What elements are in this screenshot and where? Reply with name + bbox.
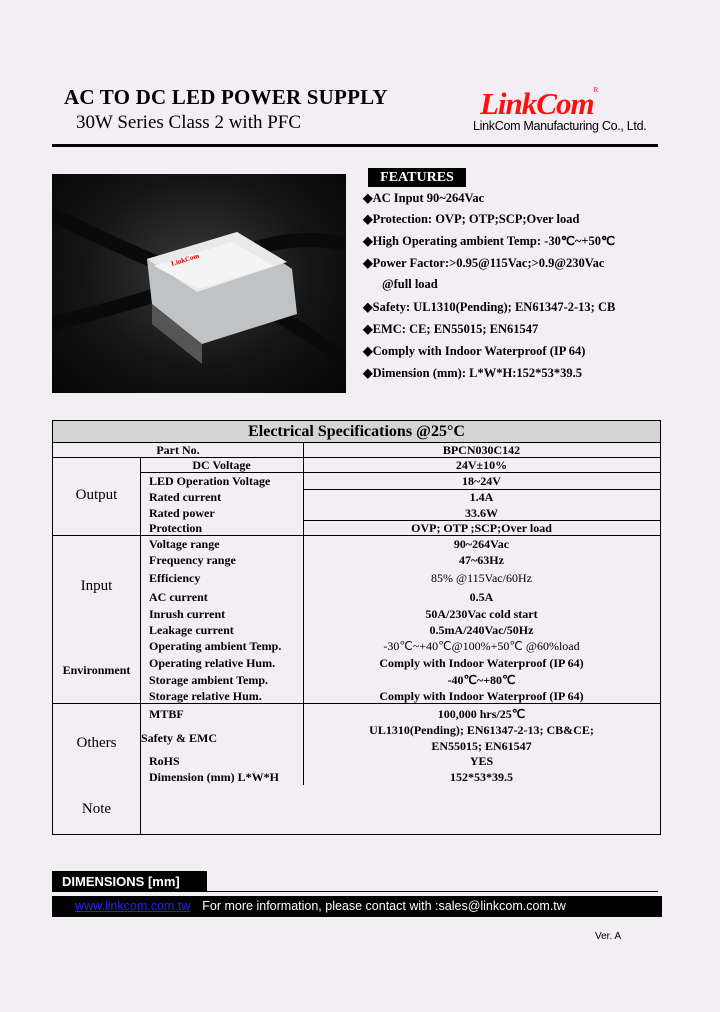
spec-label: LED Operation Voltage (149, 474, 271, 488)
spec-label: Rated current (149, 490, 222, 504)
product-photo (52, 174, 346, 393)
svg-text:LinkCom: LinkCom (170, 251, 201, 268)
spec-value: 0.5mA/240Vac/50Hz (429, 623, 534, 637)
spec-label: RoHS (149, 754, 180, 768)
divider (140, 472, 660, 473)
spec-label: Frequency range (149, 553, 236, 567)
spec-value: 0.5A (469, 590, 494, 604)
spec-value: Comply with Indoor Waterproof (IP 64) (379, 689, 584, 703)
logo-text: LinkCom (480, 86, 594, 121)
feature-item: ◆Power Factor:>0.95@115Vac;>0.9@230Vac (363, 256, 605, 270)
spec-value: 85% @115Vac/60Hz (431, 571, 532, 585)
feature-item: @full load (382, 277, 438, 291)
spec-value: UL1310(Pending); EN61347-2-13; CB&CE; (369, 723, 594, 737)
header-divider (52, 144, 658, 147)
spec-value: 50A/230Vac cold start (425, 607, 538, 621)
feature-item: ◆EMC: CE; EN55015; EN61547 (363, 322, 539, 336)
divider (140, 457, 141, 835)
spec-label: Dimension (mm) L*W*H (149, 770, 279, 784)
spec-label: Rated power (149, 506, 215, 520)
version-label: Ver. A (595, 931, 622, 942)
spec-value: 24V±10% (455, 458, 508, 472)
features-heading: FEATURES (368, 168, 466, 187)
spec-label: Protection (149, 521, 203, 535)
group-environment: Environment (62, 663, 131, 677)
group-note: Note (81, 801, 112, 817)
feature-item: ◆Safety: UL1310(Pending); EN61347-2-13; CB (363, 300, 616, 314)
registered-mark: R (593, 86, 598, 94)
spec-value: 152*53*39.5 (450, 770, 513, 784)
website-link[interactable]: www.linkcom.com.tw (75, 899, 191, 913)
spec-value: 90~264Vac (453, 537, 510, 551)
feature-item: ◆Dimension (mm): L*W*H:152*53*39.5 (363, 366, 582, 380)
contact-text: For more information, please contact with :sales@linkcom.com.tw (202, 899, 566, 913)
company-name: LinkCom Manufacturing Co., Ltd. (473, 119, 647, 133)
group-others: Others (76, 735, 117, 751)
spec-label: Storage ambient Temp. (149, 673, 269, 687)
spec-value: 33.6W (465, 506, 498, 520)
spec-label: Safety & EMC (141, 731, 217, 745)
spec-value: 100,000 hrs/25℃ (437, 707, 526, 721)
spec-label: MTBF (149, 707, 184, 721)
feature-item: ◆High Operating ambient Temp: -30℃~+50℃ (363, 234, 616, 248)
table-title: Electrical Specifications @25°C (53, 421, 660, 442)
spec-label: Operating relative Hum. (149, 656, 276, 670)
spec-label: Efficiency (149, 571, 201, 585)
spec-value: Comply with Indoor Waterproof (IP 64) (379, 656, 584, 670)
spec-label: Operating ambient Temp. (149, 639, 282, 653)
feature-item: ◆AC Input 90~264Vac (363, 191, 485, 205)
divider (53, 703, 660, 704)
spec-value: -40℃~+80℃ (447, 673, 516, 687)
linkcom-logo (480, 86, 597, 122)
feature-item: ◆Protection: OVP; OTP;SCP;Over load (363, 212, 580, 226)
divider (53, 535, 660, 536)
spec-label: DC Voltage (192, 458, 251, 472)
document-subtitle: 30W Series Class 2 with PFC (76, 112, 302, 133)
footer-bar (52, 896, 662, 917)
group-input: Input (80, 578, 113, 594)
spec-label: Inrush current (149, 607, 226, 621)
feature-item: ◆Comply with Indoor Waterproof (IP 64) (363, 344, 586, 358)
spec-label: Storage relative Hum. (149, 689, 262, 703)
spec-value: 47~63Hz (459, 553, 504, 567)
spec-value: 1.4A (469, 490, 494, 504)
spec-value: -30℃~+40℃@100%+50℃ @60%load (383, 639, 580, 653)
dimensions-divider (52, 891, 658, 892)
spec-value: 18~24V (462, 474, 501, 488)
spec-value: YES (469, 754, 494, 768)
spec-label: Leakage current (149, 623, 234, 637)
part-no-value: BPCN030C142 (442, 443, 521, 457)
spec-value: OVP; OTP ;SCP;Over load (411, 521, 552, 535)
spec-label: AC current (149, 590, 208, 604)
document-title: AC TO DC LED POWER SUPPLY (64, 85, 388, 109)
dimensions-heading: DIMENSIONS [mm] (52, 871, 207, 892)
group-output: Output (75, 487, 118, 503)
electrical-specifications-table (52, 420, 661, 835)
spec-label: Voltage range (149, 537, 220, 551)
part-no-label: Part No. (156, 443, 200, 457)
power-supply-image (52, 174, 346, 393)
spec-value-line2: EN55015; EN61547 (431, 739, 532, 753)
